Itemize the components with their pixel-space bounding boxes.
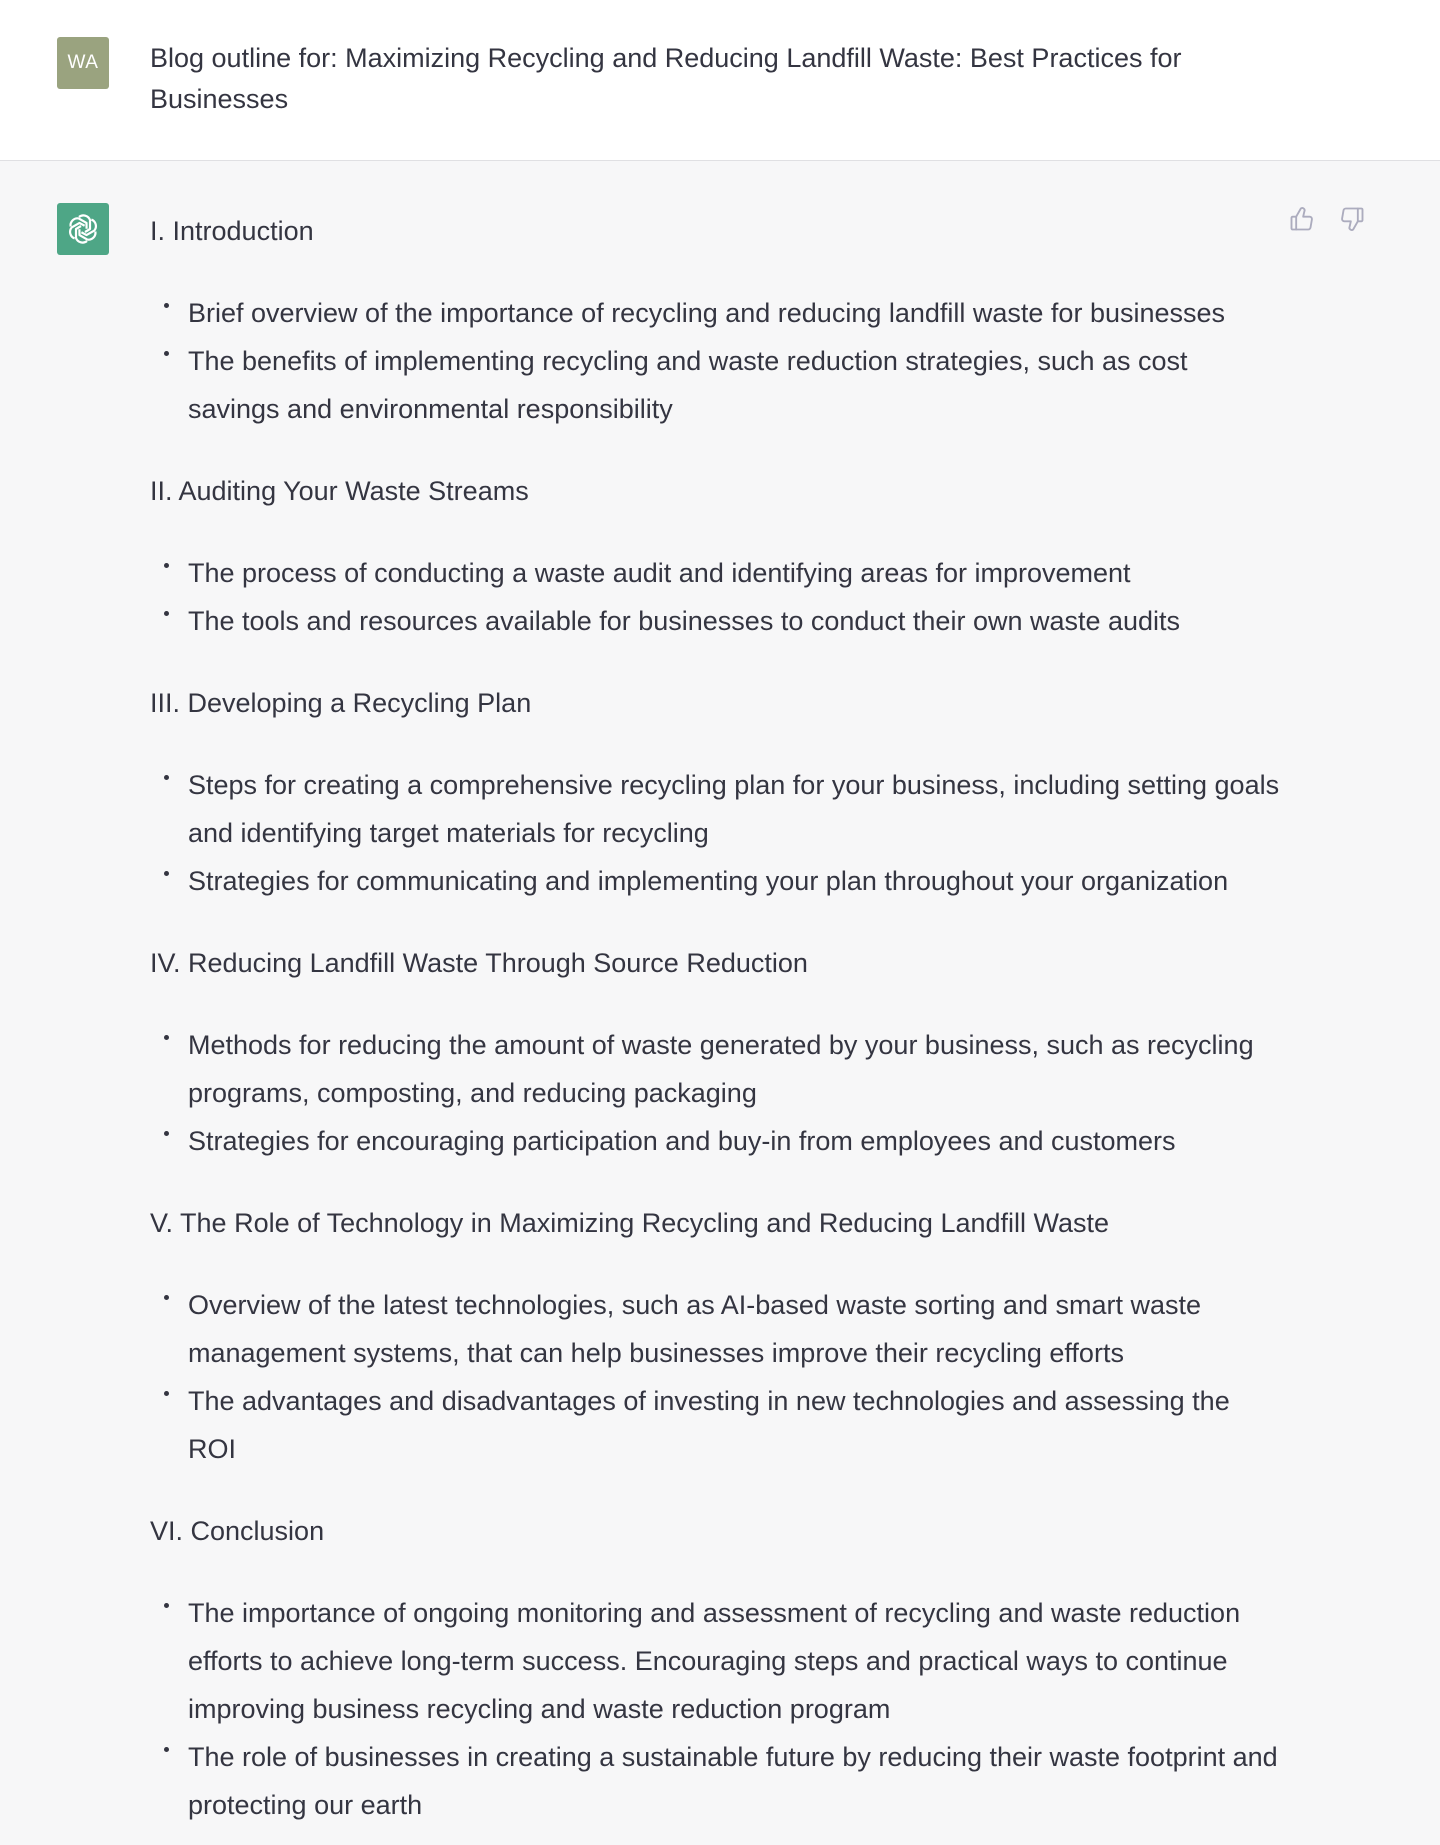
section-bullet-list bbox=[150, 1021, 1280, 1165]
user-message-text: Blog outline for: Maximizing Recycling and Reducing Landfill Waste: Best Practices for Businesses bbox=[150, 43, 1182, 114]
list-item: Overview of the latest technologies, such as AI-based waste sorting and smart waste management systems, that can help businesses improve their recycling efforts bbox=[188, 1281, 1280, 1377]
list-item: The benefits of implementing recycling and waste reduction strategies, such as cost savings and environmental responsibility bbox=[188, 337, 1280, 433]
list-item: The importance of ongoing monitoring and assessment of recycling and waste reduction efforts to achieve long-term success. Encouraging steps and practical ways to continue improving business recycling and waste reduction program bbox=[188, 1589, 1280, 1733]
section-bullet-list bbox=[150, 289, 1280, 433]
list-item: The process of conducting a waste audit and identifying areas for improvement bbox=[188, 549, 1280, 597]
section-heading: V. The Role of Technology in Maximizing Recycling and Reducing Landfill Waste bbox=[150, 1208, 1110, 1238]
list-item: Strategies for communicating and implementing your plan throughout your organization bbox=[188, 857, 1280, 905]
list-item: The tools and resources available for businesses to conduct their own waste audits bbox=[188, 597, 1280, 645]
feedback-buttons bbox=[1288, 205, 1366, 233]
openai-logo-icon bbox=[65, 211, 101, 247]
section-bullet-list bbox=[150, 1589, 1280, 1829]
list-item: Steps for creating a comprehensive recycling plan for your business, including setting goals and identifying target materials for recycling bbox=[188, 761, 1280, 857]
list-item: Strategies for encouraging participation and buy-in from employees and customers bbox=[188, 1117, 1280, 1165]
user-avatar-initials: WA bbox=[67, 52, 99, 73]
section-bullet-list bbox=[150, 761, 1280, 905]
assistant-message-content bbox=[150, 207, 1280, 1845]
thumbs-up-icon bbox=[1288, 205, 1316, 233]
list-item: The role of businesses in creating a sustainable future by reducing their waste footprint and protecting our earth bbox=[188, 1733, 1280, 1829]
section-bullet-list bbox=[150, 549, 1280, 645]
user-avatar bbox=[57, 37, 109, 89]
user-message-row bbox=[0, 0, 1440, 161]
thumbs-up-button[interactable] bbox=[1288, 205, 1316, 233]
section-heading: III. Developing a Recycling Plan bbox=[150, 688, 532, 718]
section-heading: II. Auditing Your Waste Streams bbox=[150, 476, 529, 506]
list-item: The advantages and disadvantages of investing in new technologies and assessing the ROI bbox=[188, 1377, 1280, 1473]
section-bullet-list bbox=[150, 1281, 1280, 1473]
outline bbox=[150, 207, 1280, 1829]
section-heading: VI. Conclusion bbox=[150, 1516, 325, 1546]
assistant-avatar bbox=[57, 203, 109, 255]
thumbs-down-button[interactable] bbox=[1338, 205, 1366, 233]
section-heading: IV. Reducing Landfill Waste Through Source Reduction bbox=[150, 948, 808, 978]
list-item: Methods for reducing the amount of waste generated by your business, such as recycling programs, composting, and reducing packaging bbox=[188, 1021, 1280, 1117]
thumbs-down-icon bbox=[1338, 205, 1366, 233]
section-heading: I. Introduction bbox=[150, 216, 314, 246]
assistant-message-row bbox=[0, 161, 1440, 1845]
list-item: Brief overview of the importance of recycling and reducing landfill waste for businesses bbox=[188, 289, 1280, 337]
